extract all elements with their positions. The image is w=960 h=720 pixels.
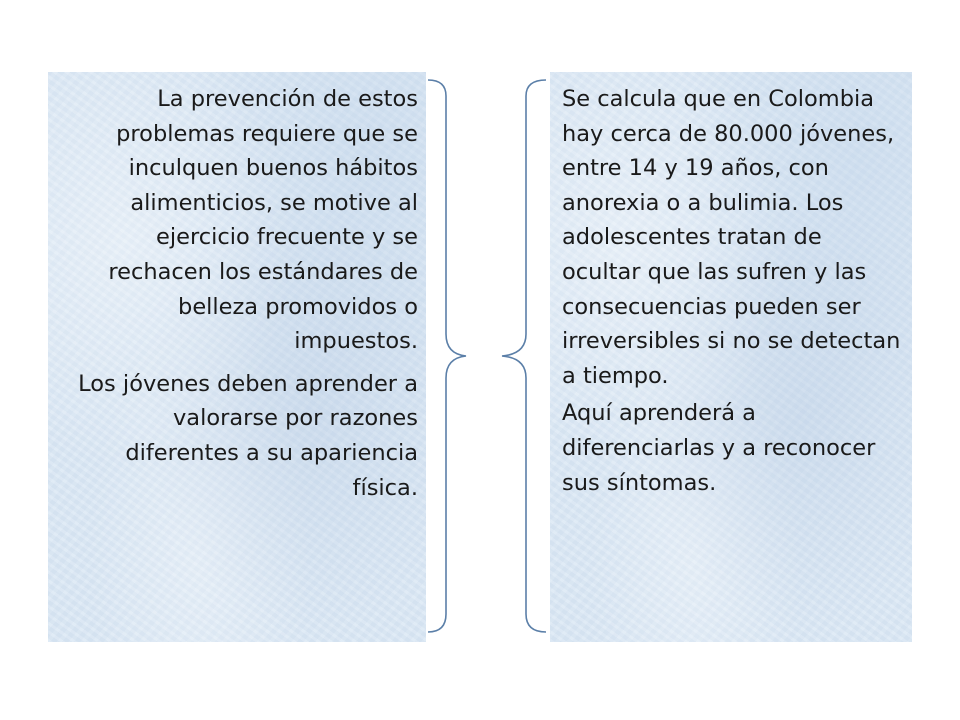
left-curly-brace-icon — [502, 80, 546, 632]
left-paragraph-self-esteem: Los jóvenes deben aprender a valorarse por razones diferentes a su apariencia física. — [78, 370, 418, 501]
right-paragraph-statistics: Se calcula que en Colombia hay cerca de 80.000 jóvenes, entre 14 y 19 años, con anorexia o a bulimia. Los adolescentes tratan de ocultar que las sufren y las consecuencias pueden ser irreversibles si no se detectan a tiempo. — [562, 86, 901, 389]
right-curly-brace-icon — [428, 80, 466, 632]
left-paragraph-prevention: La prevención de estos problemas requiere que se inculquen buenos hábitos alimenticios, se motive al ejercicio frecuente y se rechacen los estándares de belleza promovidos o impuestos. — [108, 86, 418, 355]
right-paragraph-learning: Aquí aprenderá a diferenciarlas y a reconocer sus síntomas. — [562, 400, 876, 496]
